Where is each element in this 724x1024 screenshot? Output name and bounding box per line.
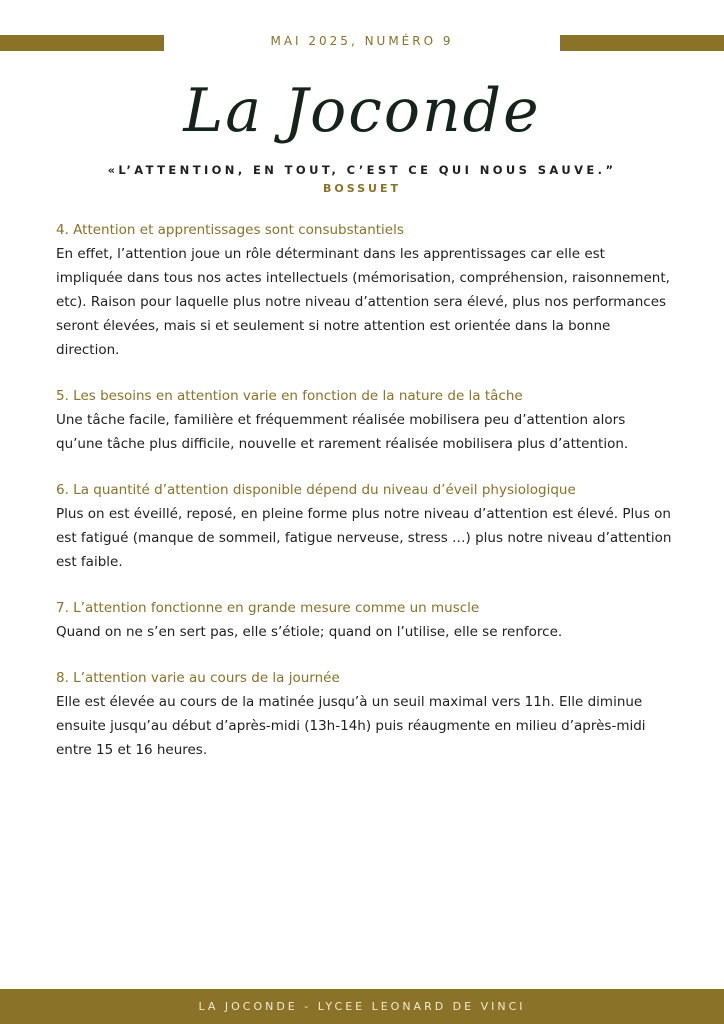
epigraph-author: BOSSUET: [322, 182, 402, 195]
newsletter-title: La Joconde: [183, 76, 541, 146]
article-content: [56, 218, 672, 784]
section-heading: 8. L’attention varie au cours de la journée: [56, 670, 340, 686]
issue-label: MAI 2025, NUMÉRO 9: [270, 34, 454, 48]
section-heading: 7. L’attention fonctionne en grande mesure comme un muscle: [56, 600, 480, 616]
section-7: [56, 596, 672, 644]
top-bar-left: [0, 35, 164, 51]
section-4: [56, 218, 672, 362]
section-body: Quand on ne s’en sert pas, elle s’étiole; quand on l’utilise, elle se renforce.: [56, 624, 563, 640]
section-heading: 5. Les besoins en attention varie en fonction de la nature de la tâche: [56, 388, 523, 404]
section-body: Plus on est éveillé, reposé, en pleine forme plus notre niveau d’attention est élevé. Plus on est fatigué (manque de sommeil, fatigue nerveuse, stress …) plus notre niveau d’attention est faible.: [56, 506, 672, 570]
section-heading: 4. Attention et apprentissages sont consubstantiels: [56, 222, 404, 238]
top-bar-right: [560, 35, 724, 51]
epigraph-quote: «L’ATTENTION, EN TOUT, C’EST CE QUI NOUS SAUVE.”: [107, 163, 617, 177]
section-body: En effet, l’attention joue un rôle déterminant dans les apprentissages car elle est impliquée dans tous nos actes intellectuels (mémorisation, compréhension, raisonnement, etc). Raison pour laquelle plus notre niveau d’attention sera élevé, plus nos performances seront élevées, mais si et seulement si notre attention est orientée dans la bonne direction.: [56, 246, 670, 358]
section-6: [56, 478, 672, 574]
section-8: [56, 666, 672, 762]
section-5: [56, 384, 672, 456]
section-body: Une tâche facile, familière et fréquemment réalisée mobilisera peu d’attention alors qu’une tâche plus difficile, nouvelle et rarement réalisée mobilisera plus d’attention.: [56, 412, 629, 452]
footer-bar: LA JOCONDE - LYCEE LEONARD DE VINCI: [0, 989, 724, 1024]
section-body: Elle est élevée au cours de la matinée jusqu’à un seuil maximal vers 11h. Elle diminue ensuite jusqu’au début d’après-midi (13h-14h) puis réaugmente en milieu d’après-midi entre 15 et 16 heures.: [56, 694, 646, 758]
section-heading: 6. La quantité d’attention disponible dépend du niveau d’éveil physiologique: [56, 482, 576, 498]
